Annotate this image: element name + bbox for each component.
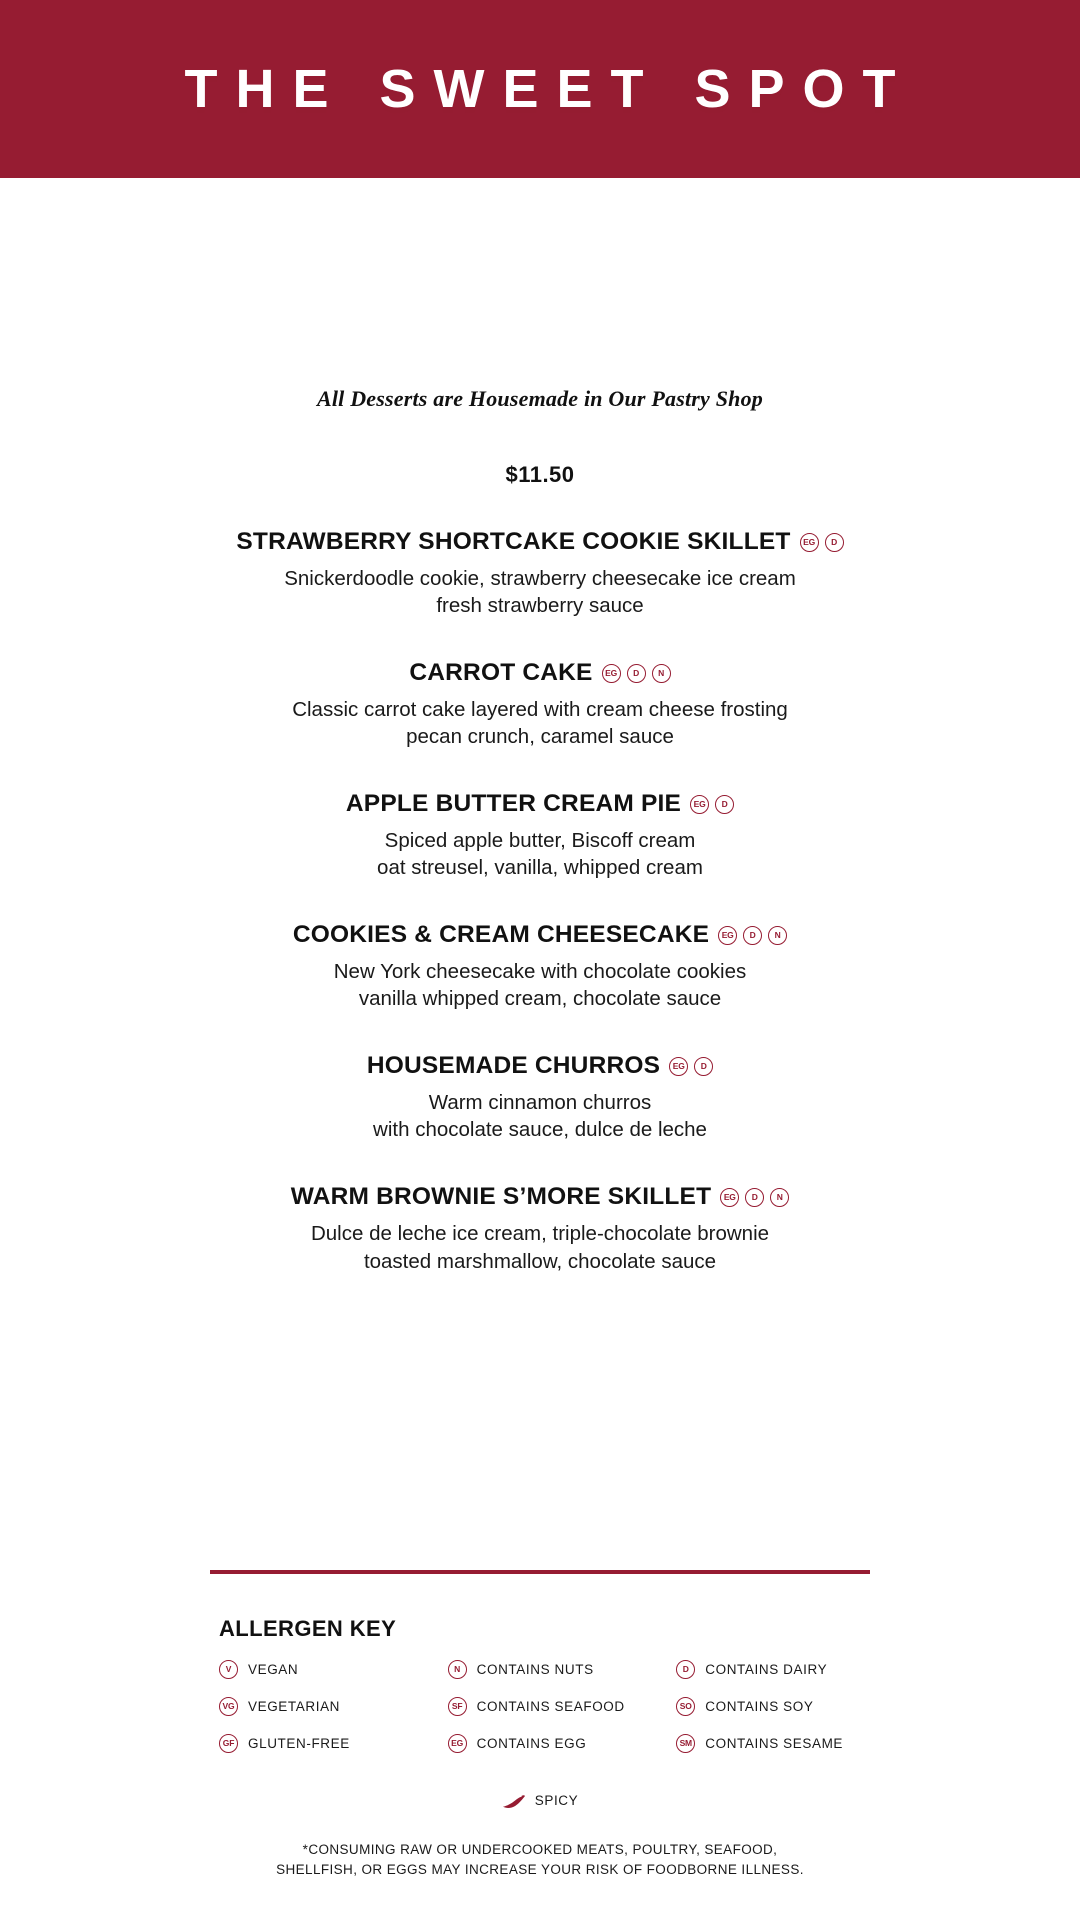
menu-item-name: WARM BROWNIE S’MORE SKILLET [290,1183,712,1211]
allergen-key-title: ALLERGEN KEY [219,1616,397,1641]
menu-item-description-line1: Classic carrot cake layered with cream cheese frosting [292,698,788,722]
seafood-icon: SF [448,1697,467,1716]
allergen-entry-soy [676,1697,870,1716]
allergen-entry-label: VEGETARIAN [248,1699,341,1714]
menu-item [0,659,1080,750]
menu-item-heading [0,1052,1080,1080]
menu-item-description-line1: Warm cinnamon churros [428,1091,652,1115]
allergen-badges [720,1188,789,1207]
menu-item-name: HOUSEMADE CHURROS [366,1052,661,1080]
allergen-entry-label: CONTAINS DAIRY [705,1662,828,1677]
menu-item-description-line2: toasted marshmallow, chocolate sauce [363,1249,717,1273]
allergen-column-1 [219,1660,448,1771]
menu-item [0,528,1080,619]
allergen-entry-label: CONTAINS NUTS [476,1662,594,1677]
allergen-badge-dairy: D [825,533,844,552]
allergen-entry-label: CONTAINS EGG [476,1736,587,1751]
menu-item [0,1052,1080,1143]
dairy-icon: D [676,1660,695,1679]
menu-price: $11.50 [505,462,575,487]
allergen-entry-sesame [676,1734,870,1753]
allergen-entry-vegetarian [219,1697,448,1716]
menu-item-description-line1: New York cheesecake with chocolate cookies [333,960,747,984]
spicy-label: SPICY [534,1793,579,1808]
allergen-entry-label: CONTAINS SOY [705,1699,814,1714]
menu-item-description-line1: Snickerdoodle cookie, strawberry cheesecake ice cream [284,567,796,590]
allergen-entry-nuts [448,1660,677,1679]
menu-item-description-line2: vanilla whipped cream, chocolate sauce [358,987,722,1011]
allergen-key-columns [219,1660,870,1771]
allergen-badge-egg: EG [602,664,621,683]
allergen-badge-dairy: D [743,926,762,945]
allergen-badge-dairy: D [715,795,734,814]
allergen-badge-nuts: N [768,926,787,945]
allergen-badges [669,1057,713,1076]
menu-tagline: All Desserts are Housemade in Our Pastry Shop [317,386,763,411]
allergen-badge-nuts: N [770,1188,789,1207]
allergen-badge-nuts: N [652,664,671,683]
menu-item-description-line1: Dulce de leche ice cream, triple-chocolate brownie [310,1222,770,1246]
nuts-icon: N [448,1660,467,1679]
menu-item [0,790,1080,881]
allergen-badges [602,664,671,683]
menu-item-description-line2: pecan crunch, caramel sauce [406,725,674,749]
menu-item-name: COOKIES & CREAM CHEESECAKE [292,921,710,949]
allergen-key-section [210,1570,870,1808]
allergen-badge-dairy: D [694,1057,713,1076]
gluten-free-icon: GF [219,1734,238,1753]
allergen-entry-label: VEGAN [248,1662,299,1677]
allergen-column-3 [676,1660,870,1771]
allergen-badge-egg: EG [720,1188,739,1207]
restaurant-title: THE SWEET SPOT [184,59,914,119]
menu-item [0,1183,1080,1274]
vegetarian-icon: VG [219,1697,238,1716]
menu-item-name: STRAWBERRY SHORTCAKE COOKIE SKILLET [236,528,791,555]
disclaimer-line1: *CONSUMING RAW OR UNDERCOOKED MEATS, POULTRY, SEAFOOD, [302,1842,778,1857]
allergen-badges [690,795,734,814]
sesame-icon: SM [676,1734,695,1753]
allergen-entry-label: CONTAINS SESAME [705,1736,844,1751]
allergen-badge-dairy: D [745,1188,764,1207]
menu-item-description-line2: fresh strawberry sauce [436,594,644,618]
allergen-badge-egg: EG [690,795,709,814]
allergen-entry-label: GLUTEN-FREE [248,1736,350,1751]
allergen-entry-seafood [448,1697,677,1716]
allergen-entry-label: CONTAINS SEAFOOD [476,1699,625,1714]
menu-item-heading [0,528,1080,556]
allergen-badge-egg: EG [800,533,819,552]
allergen-entry-dairy [676,1660,870,1679]
divider [210,1570,870,1574]
menu-item-description-line1: Spiced apple butter, Biscoff cream [384,829,696,853]
menu-item-list [0,488,1080,1275]
egg-icon: EG [448,1734,467,1753]
menu-item-description-line2: with chocolate sauce, dulce de leche [373,1118,707,1142]
chili-pepper-icon [502,1795,524,1806]
allergen-entry-vegan [219,1660,448,1679]
menu-item-heading [0,1183,1080,1211]
disclaimer-line2: SHELLFISH, OR EGGS MAY INCREASE YOUR RISK OF FOODBORNE ILLNESS. [276,1861,804,1877]
menu-item-description-line2: oat streusel, vanilla, whipped cream [377,856,703,880]
allergen-badges [800,533,844,552]
menu-item-name: APPLE BUTTER CREAM PIE [345,790,682,818]
allergen-badges [718,926,787,945]
allergen-column-2 [448,1660,677,1771]
allergen-entry-spicy [210,1793,870,1808]
allergen-entry-egg [448,1734,677,1753]
vegan-icon: V [219,1660,238,1679]
disclaimer [0,1840,1080,1879]
allergen-badge-dairy: D [627,664,646,683]
menu-item-heading [0,659,1080,687]
allergen-badge-egg: EG [718,926,737,945]
page-header [0,0,1080,178]
soy-icon: SO [676,1697,695,1716]
menu-item-name: CARROT CAKE [409,659,593,687]
menu-content [0,178,1080,1275]
menu-item-heading [0,921,1080,949]
allergen-badge-egg: EG [669,1057,688,1076]
menu-item [0,921,1080,1012]
allergen-entry-gluten-free [219,1734,448,1753]
menu-item-heading [0,790,1080,818]
